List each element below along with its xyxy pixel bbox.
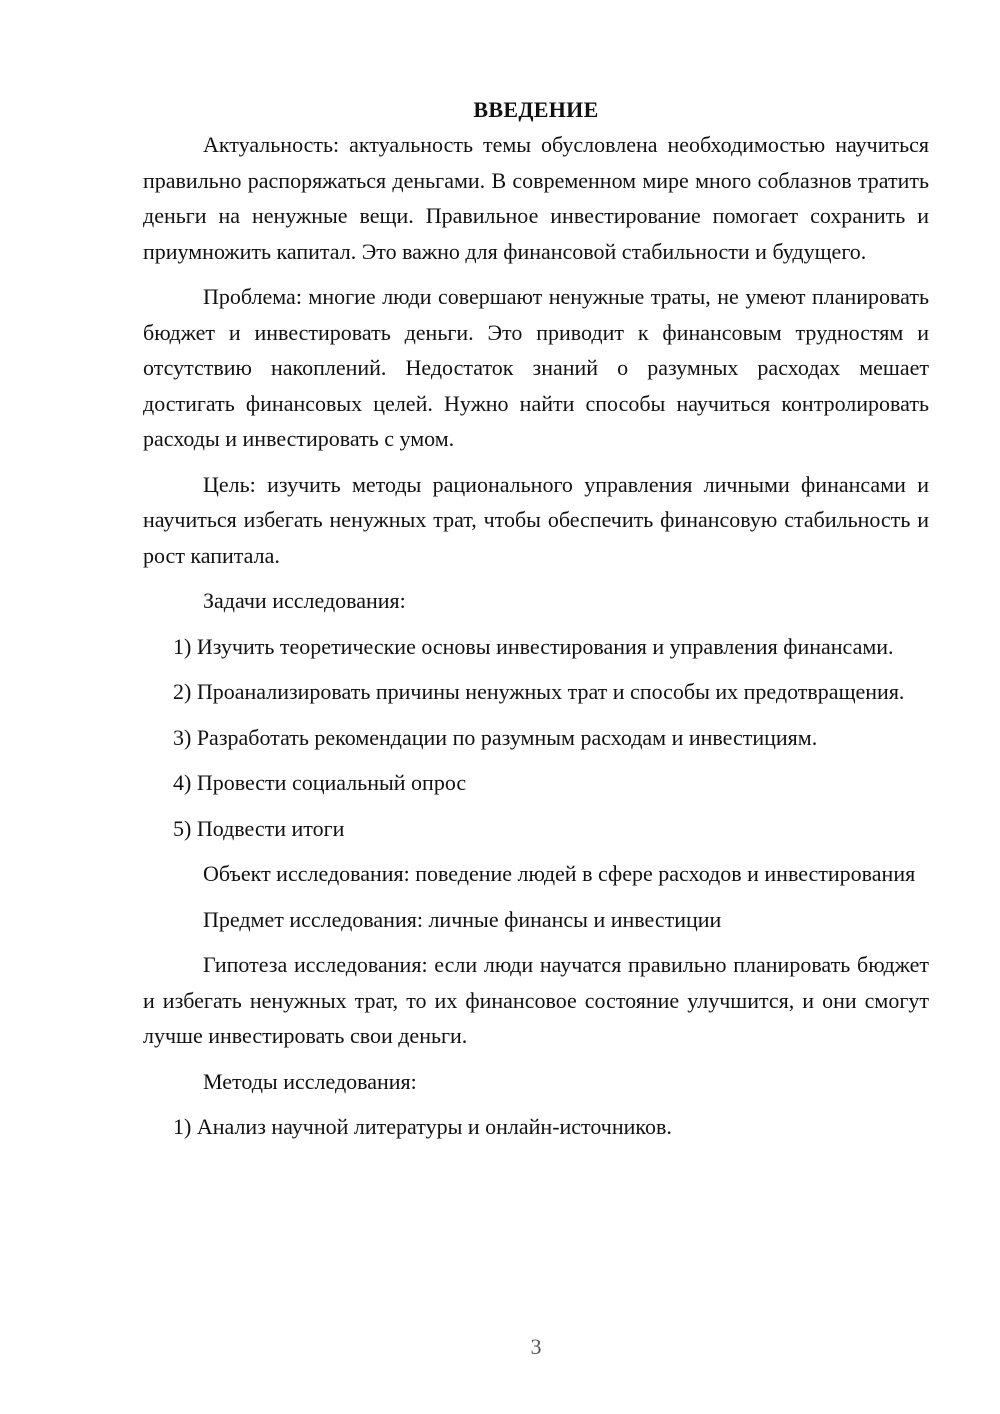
page-number: 3 [530, 1334, 542, 1359]
hypothesis-paragraph: Гипотеза исследования: если люди научатся правильно планировать бюджет и избегать ненужных трат, то их финансовое состояние улучшится, и они смогут лучше инвестировать свои деньги. [143, 952, 929, 1048]
actuality-paragraph: Актуальность: актуальность темы обусловлена необходимостью научиться правильно распоряжаться деньгами. В современном мире много соблазнов тратить деньги на ненужные вещи. Правильное инвестирование помогает сохранить и приумножить капитал. Это важно для финансовой стабильности и будущего. [143, 132, 929, 264]
problem-paragraph: Проблема: многие люди совершают ненужные траты, не умеют планировать бюджет и инвестировать деньги. Это приводит к финансовым трудностям и отсутствию накоплений. Недостаток знаний о разумных расходах мешает достигать финансовых целей. Нужно найти способы научиться контролировать расходы и инвестировать с умом. [143, 284, 929, 451]
task-item: 1) Изучить теоретические основы инвестирования и управления финансами. [173, 633, 894, 659]
page-content [143, 92, 929, 1155]
goal-paragraph: Цель: изучить методы рационального управления личными финансами и научиться избегать ненужных трат, чтобы обеспечить финансовую стабильность и рост капитала. [143, 471, 929, 568]
methods-heading: Методы исследования: [203, 1068, 417, 1094]
task-item: 4) Провести социальный опрос [173, 770, 467, 795]
subject-paragraph: Предмет исследования: личные финансы и инвестиции [203, 906, 722, 932]
section-title: ВВЕДЕНИЕ [473, 97, 599, 122]
task-item: 3) Разработать рекомендации по разумным расходам и инвестициям. [173, 724, 818, 750]
task-item: 2) Проанализировать причины ненужных трат и способы их предотвращения. [173, 679, 905, 704]
tasks-heading: Задачи исследования: [203, 588, 406, 613]
object-paragraph: Объект исследования: поведение людей в сфере расходов и инвестирования [203, 861, 916, 886]
task-item: 5) Подвести итоги [173, 815, 345, 841]
method-item: 1) Анализ научной литературы и онлайн-источников. [173, 1114, 672, 1139]
